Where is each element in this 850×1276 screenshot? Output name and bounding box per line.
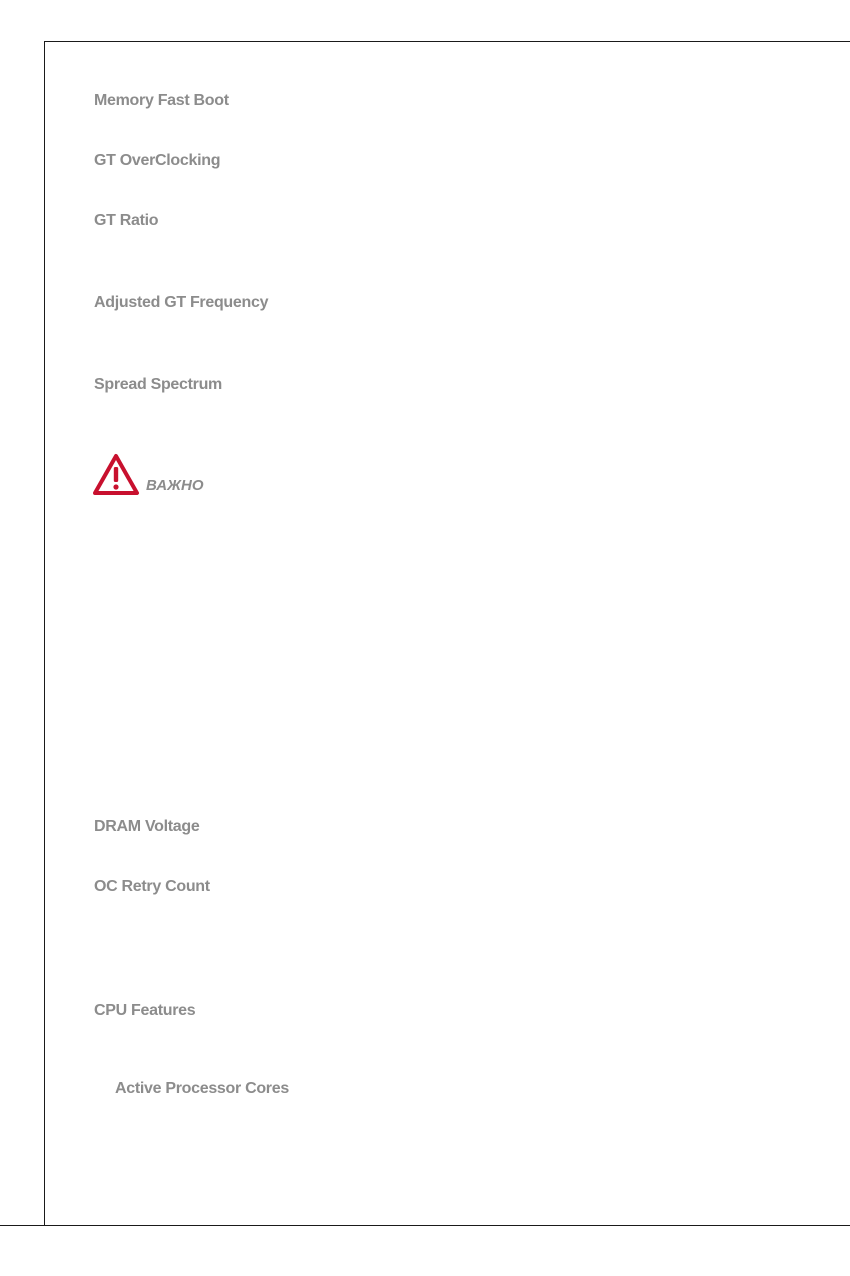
heading-oc-retry-count: OC Retry Count [94, 878, 210, 895]
warning-triangle-icon [92, 453, 140, 496]
heading-gt-ratio: GT Ratio [94, 212, 159, 229]
heading-active-processor-cores: Active Processor Cores [115, 1080, 289, 1097]
heading-memory-fast-boot: Memory Fast Boot [94, 92, 229, 109]
heading-dram-voltage: DRAM Voltage [94, 818, 200, 835]
important-notice [92, 453, 204, 496]
heading-spread-spectrum: Spread Spectrum [94, 376, 222, 393]
heading-gt-overclocking: GT OverClocking [94, 152, 221, 169]
heading-adjusted-gt-frequency: Adjusted GT Frequency [94, 294, 269, 311]
heading-cpu-features: CPU Features [94, 1002, 196, 1019]
page-frame [44, 41, 850, 1226]
page-bottom-rule [0, 1225, 850, 1226]
important-label: ВАЖНО [146, 477, 204, 494]
